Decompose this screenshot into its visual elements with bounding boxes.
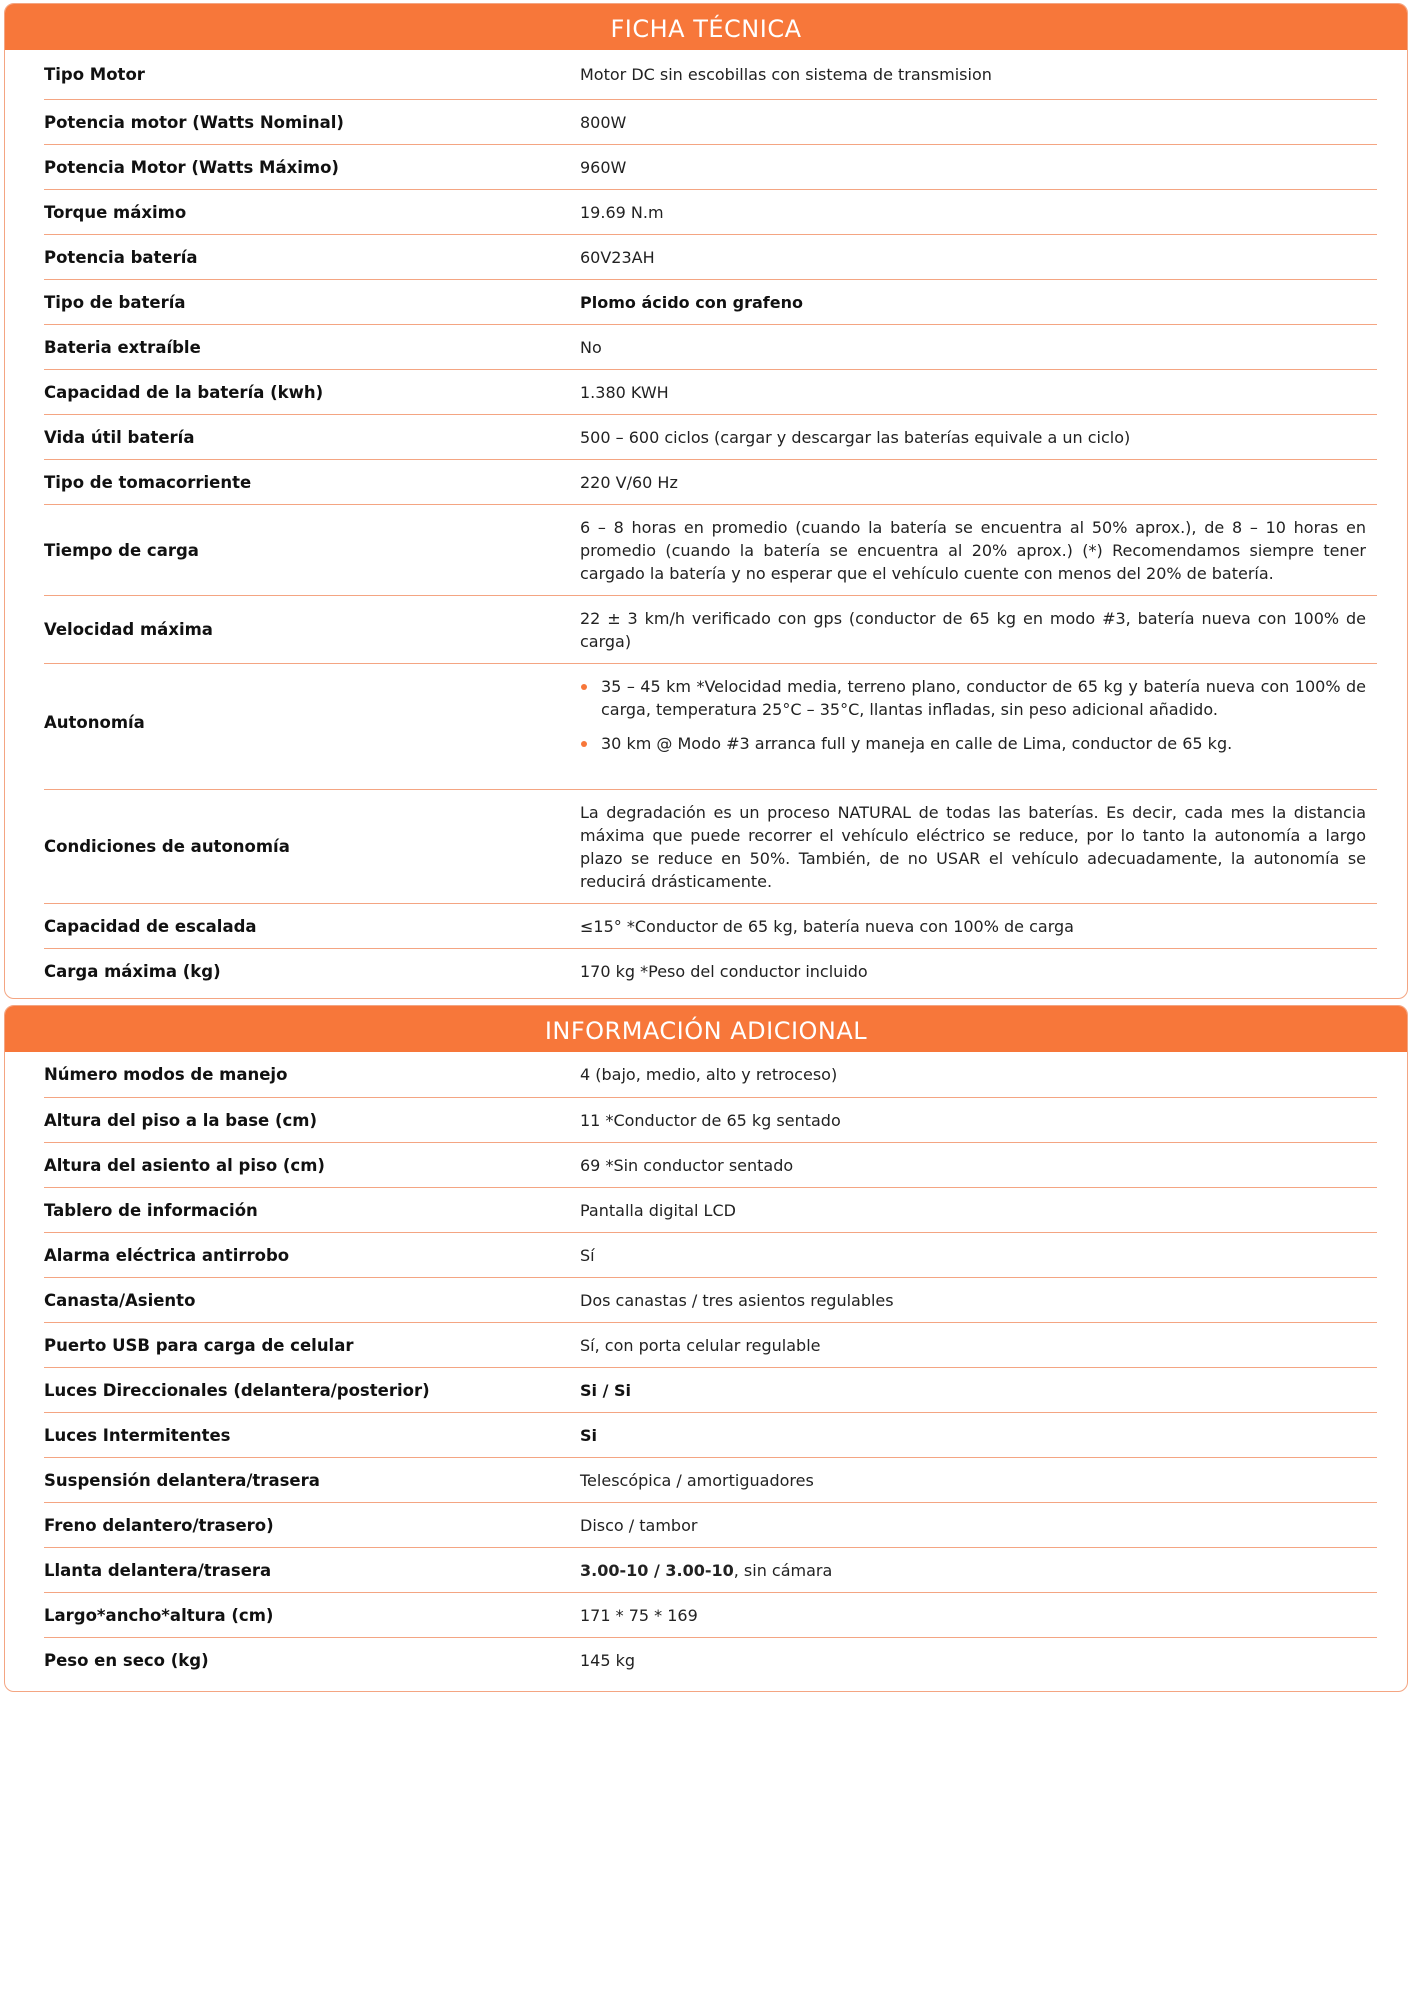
- table-row: [44, 1188, 1377, 1233]
- table-row: [44, 1323, 1377, 1368]
- row-value: 11 *Conductor de 65 kg sentado: [580, 1110, 841, 1130]
- table-row: [44, 596, 1377, 664]
- row-label: Altura del piso a la base (cm): [44, 1110, 318, 1130]
- row-label: Capacidad de escalada: [44, 916, 257, 936]
- table-row: [44, 664, 1377, 790]
- row-label: Autonomía: [44, 713, 145, 732]
- row-value: 1.380 KWH: [580, 382, 669, 402]
- row-value: Pantalla digital LCD: [580, 1200, 736, 1220]
- table-row: [44, 1593, 1377, 1638]
- row-value: [580, 675, 1377, 755]
- bullet-dot-icon: [581, 684, 587, 690]
- table-row: [44, 50, 1377, 100]
- row-label: Llanta delantera/trasera: [44, 1560, 272, 1580]
- informacion-adicional-title: INFORMACIÓN ADICIONAL: [5, 1006, 1407, 1052]
- row-label: Tipo de tomacorriente: [44, 472, 252, 492]
- table-row: [44, 949, 1377, 994]
- row-value: [580, 1559, 1377, 1582]
- table-row: [44, 1233, 1377, 1278]
- table-row: [44, 145, 1377, 190]
- table-row: [44, 235, 1377, 280]
- row-label: Freno delantero/trasero): [44, 1515, 274, 1535]
- row-label: Puerto USB para carga de celular: [44, 1335, 354, 1355]
- tire-note: , sin cámara: [733, 1560, 833, 1580]
- row-label: Alarma eléctrica antirrobo: [44, 1245, 290, 1265]
- row-label: Tablero de información: [44, 1200, 258, 1220]
- row-label: Suspensión delantera/trasera: [44, 1470, 320, 1490]
- row-label: Número modos de manejo: [44, 1065, 288, 1084]
- row-value: Sí: [580, 1245, 595, 1265]
- bullet-dot-icon: [581, 741, 587, 747]
- row-value: 60V23AH: [580, 247, 655, 267]
- row-value: La degradación es un proceso NATURAL de todas las baterías. Es decir, cada mes la distancia máxima que puede recorrer el vehículo eléctrico se reduce, por lo tanto la autonomía a largo plazo se reduce en 50%. También, de no USAR el vehículo adecuadamente, la autonomía se reducirá drásticamente.: [580, 802, 1366, 891]
- row-value: Telescópica / amortiguadores: [580, 1470, 814, 1490]
- row-label: Potencia motor (Watts Nominal): [44, 112, 344, 132]
- row-label: Torque máximo: [44, 202, 187, 222]
- autonomia-list: [580, 675, 1366, 755]
- table-row: [44, 1143, 1377, 1188]
- row-value: 22 ± 3 km/h verificado con gps (conductor de 65 kg en modo #3, batería nueva con 100% de carga): [580, 608, 1366, 651]
- row-label: Capacidad de la batería (kwh): [44, 382, 324, 402]
- row-label: Velocidad máxima: [44, 620, 213, 639]
- row-label: Vida útil batería: [44, 427, 195, 447]
- row-value: Motor DC sin escobillas con sistema de transmision: [580, 65, 992, 84]
- table-row: [44, 1368, 1377, 1413]
- row-value: Si / Si: [580, 1380, 631, 1400]
- row-label: Condiciones de autonomía: [44, 837, 290, 856]
- table-row: [44, 280, 1377, 325]
- row-value: Sí, con porta celular regulable: [580, 1335, 821, 1355]
- row-label: Peso en seco (kg): [44, 1651, 209, 1670]
- table-row: [44, 100, 1377, 145]
- table-row: [44, 325, 1377, 370]
- table-row: [44, 370, 1377, 415]
- tire-size: 3.00-10 / 3.00-10: [580, 1560, 734, 1580]
- row-value: No: [580, 337, 602, 357]
- row-value: 19.69 N.m: [580, 202, 664, 222]
- table-row: [44, 190, 1377, 235]
- table-row: [44, 1278, 1377, 1323]
- row-label: Carga máxima (kg): [44, 962, 221, 981]
- table-row: [44, 1458, 1377, 1503]
- row-label: Canasta/Asiento: [44, 1290, 196, 1310]
- ficha-tecnica-table: [5, 50, 1407, 994]
- list-item: 35 – 45 km *Velocidad media, terreno plano, conductor de 65 kg y batería nueva con 100% de carga, temperatura 25°C – 35°C, llantas infladas, sin peso adicional añadido.: [580, 675, 1366, 721]
- row-value: 4 (bajo, medio, alto y retroceso): [580, 1065, 838, 1084]
- ficha-tecnica-title: FICHA TÉCNICA: [5, 4, 1407, 50]
- row-label: Luces Intermitentes: [44, 1425, 231, 1445]
- table-row: [44, 460, 1377, 505]
- row-value: 960W: [580, 157, 627, 177]
- row-value: Disco / tambor: [580, 1515, 698, 1535]
- row-value: 69 *Sin conductor sentado: [580, 1155, 794, 1175]
- row-label: Tipo Motor: [44, 65, 145, 84]
- table-row: [44, 505, 1377, 596]
- row-value: 171 * 75 * 169: [580, 1605, 698, 1625]
- row-value: 145 kg: [580, 1651, 636, 1670]
- row-value: 220 V/60 Hz: [580, 472, 678, 492]
- row-label: Tiempo de carga: [44, 540, 199, 560]
- row-value: 800W: [580, 112, 627, 132]
- row-label: Luces Direccionales (delantera/posterior): [44, 1380, 430, 1400]
- row-value: Plomo ácido con grafeno: [580, 292, 803, 312]
- table-row: [44, 790, 1377, 904]
- table-row: [44, 1638, 1377, 1683]
- row-label: Tipo de batería: [44, 292, 186, 312]
- row-label: Largo*ancho*altura (cm): [44, 1605, 274, 1625]
- table-row: [44, 415, 1377, 460]
- row-value: Si: [580, 1425, 598, 1445]
- row-value: Dos canastas / tres asientos regulables: [580, 1290, 894, 1310]
- table-row: [44, 1052, 1377, 1098]
- row-label: Altura del asiento al piso (cm): [44, 1155, 325, 1175]
- row-value: 6 – 8 horas en promedio (cuando la batería se encuentra al 50% aprox.), de 8 – 10 horas en promedio (cuando la batería se encuentra al 20% aprox.) (*) Recomendamos siempre tener cargado la batería y no esperar que el vehículo cuente con menos del 20% de batería.: [580, 517, 1366, 583]
- table-row: [44, 1503, 1377, 1548]
- row-label: Potencia batería: [44, 247, 198, 267]
- row-label: Potencia Motor (Watts Máximo): [44, 157, 339, 177]
- row-value: ≤15° *Conductor de 65 kg, batería nueva con 100% de carga: [580, 916, 1074, 936]
- table-row: [44, 1548, 1377, 1593]
- ficha-tecnica-section: [4, 3, 1408, 999]
- list-item: 30 km @ Modo #3 arranca full y maneja en calle de Lima, conductor de 65 kg.: [580, 732, 1366, 755]
- table-row: [44, 1413, 1377, 1458]
- table-row: [44, 904, 1377, 949]
- table-row: [44, 1098, 1377, 1143]
- row-value: 500 – 600 ciclos (cargar y descargar las baterías equivale a un ciclo): [580, 427, 1131, 447]
- informacion-adicional-table: [5, 1052, 1407, 1683]
- row-label: Bateria extraíble: [44, 337, 201, 357]
- row-value: 170 kg *Peso del conductor incluido: [580, 962, 868, 981]
- informacion-adicional-section: [4, 1005, 1408, 1692]
